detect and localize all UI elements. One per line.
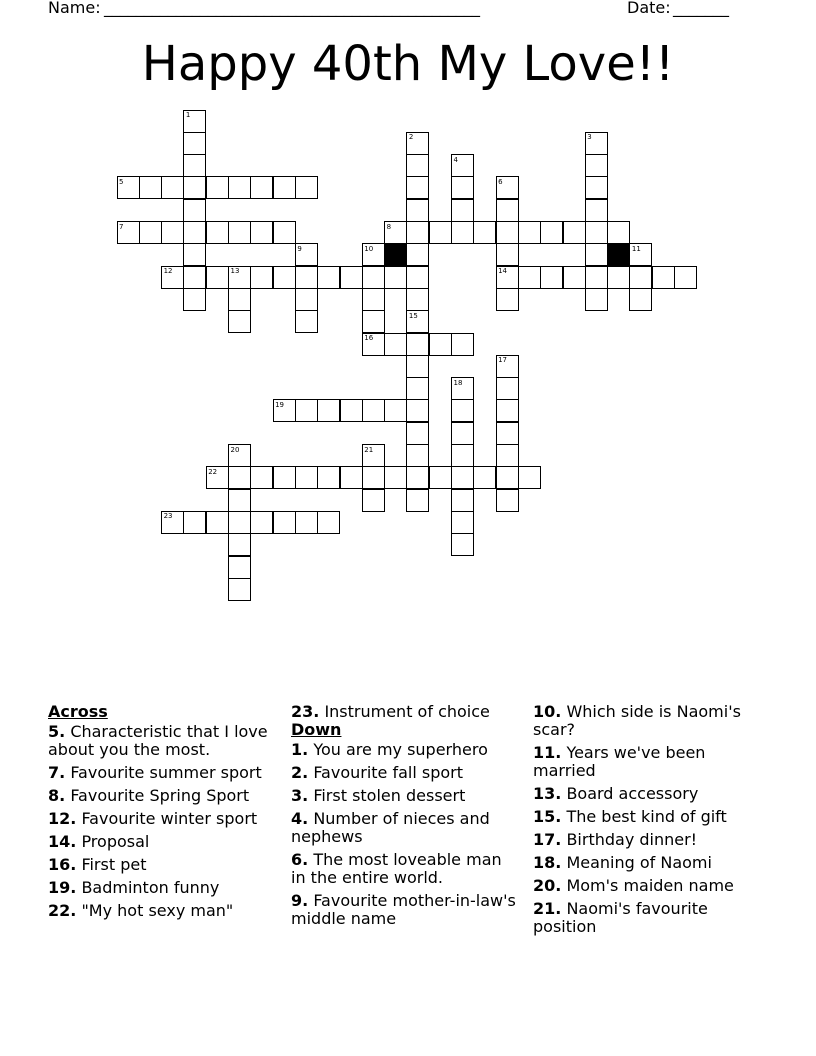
grid-cell[interactable] bbox=[362, 243, 385, 266]
grid-cell[interactable] bbox=[496, 422, 519, 445]
grid-cell[interactable] bbox=[652, 266, 675, 289]
grid-cell[interactable] bbox=[585, 176, 608, 199]
clue-across-19: 19. Badminton funny bbox=[48, 878, 220, 897]
clue-number: 10 bbox=[364, 244, 374, 253]
grid-cell[interactable] bbox=[295, 466, 318, 489]
grid-cell[interactable] bbox=[317, 266, 340, 289]
grid-cell[interactable] bbox=[250, 466, 273, 489]
grid-cell[interactable] bbox=[429, 221, 452, 244]
grid-cell[interactable] bbox=[496, 377, 519, 400]
grid-cell[interactable] bbox=[518, 266, 541, 289]
grid-cell[interactable] bbox=[451, 466, 474, 489]
grid-cell[interactable] bbox=[228, 444, 251, 467]
clue-down-9: 9. Favourite mother-in-law's middle name bbox=[291, 891, 516, 928]
grid-cell[interactable] bbox=[183, 110, 206, 133]
grid-cell[interactable] bbox=[206, 266, 229, 289]
grid-cell[interactable] bbox=[406, 333, 429, 356]
grid-cell[interactable] bbox=[273, 399, 296, 422]
clue-number: 7 bbox=[119, 222, 124, 231]
grid-cell[interactable] bbox=[451, 199, 474, 222]
clue-across-23: 23. Instrument of choice bbox=[291, 702, 490, 721]
grid-cell[interactable] bbox=[183, 221, 206, 244]
clue-number: 11 bbox=[631, 244, 641, 253]
grid-cell[interactable] bbox=[295, 176, 318, 199]
grid-cell[interactable] bbox=[406, 221, 429, 244]
grid-cell[interactable] bbox=[362, 489, 385, 512]
grid-cell[interactable] bbox=[406, 355, 429, 378]
clue-across-22: 22. "My hot sexy man" bbox=[48, 901, 234, 920]
grid-cell[interactable] bbox=[117, 176, 140, 199]
grid-cell[interactable] bbox=[161, 266, 184, 289]
clue-number: 5 bbox=[119, 177, 124, 186]
grid-cell[interactable] bbox=[496, 266, 519, 289]
grid-cell[interactable] bbox=[183, 266, 206, 289]
grid-cell[interactable] bbox=[295, 243, 318, 266]
grid-cell[interactable] bbox=[406, 176, 429, 199]
grid-cell[interactable] bbox=[406, 132, 429, 155]
grid-cell[interactable] bbox=[406, 243, 429, 266]
grid-cell[interactable] bbox=[607, 221, 630, 244]
clue-number: 22 bbox=[208, 467, 218, 476]
grid-cell[interactable] bbox=[228, 489, 251, 512]
grid-cell[interactable] bbox=[406, 444, 429, 467]
grid-cell-black bbox=[607, 243, 630, 266]
clue-across-5: 5. Characteristic that I love about you the most. bbox=[48, 722, 268, 759]
grid-cell[interactable] bbox=[273, 511, 296, 534]
grid-cell[interactable] bbox=[362, 333, 385, 356]
grid-cell[interactable] bbox=[139, 176, 162, 199]
grid-cell[interactable] bbox=[496, 466, 519, 489]
clue-down-1: 1. You are my superhero bbox=[291, 740, 488, 759]
grid-cell[interactable] bbox=[563, 266, 586, 289]
grid-cell[interactable] bbox=[451, 154, 474, 177]
clue-down-20: 20. Mom's maiden name bbox=[533, 876, 734, 895]
clues-column-3 bbox=[533, 703, 763, 941]
grid-cell[interactable] bbox=[228, 556, 251, 579]
grid-cell[interactable] bbox=[451, 221, 474, 244]
grid-cell[interactable] bbox=[295, 266, 318, 289]
clue-down-21: 21. Naomi's favourite position bbox=[533, 899, 708, 936]
grid-cell[interactable] bbox=[451, 489, 474, 512]
clue-down-4: 4. Number of nieces and nephews bbox=[291, 809, 490, 846]
grid-cell[interactable] bbox=[295, 511, 318, 534]
clue-number: 8 bbox=[386, 222, 392, 231]
grid-cell[interactable] bbox=[206, 221, 229, 244]
grid-cell[interactable] bbox=[250, 511, 273, 534]
clue-down-10: 10. Which side is Naomi's scar? bbox=[533, 702, 741, 739]
grid-cell[interactable] bbox=[496, 176, 519, 199]
clue-down-18: 18. Meaning of Naomi bbox=[533, 853, 712, 872]
grid-cell[interactable] bbox=[362, 399, 385, 422]
grid-cell[interactable] bbox=[183, 176, 206, 199]
grid-cell[interactable] bbox=[406, 399, 429, 422]
grid-cell[interactable] bbox=[362, 288, 385, 311]
grid-cell[interactable] bbox=[406, 266, 429, 289]
grid-cell[interactable] bbox=[451, 511, 474, 534]
grid-cell[interactable] bbox=[629, 266, 652, 289]
grid-cell[interactable] bbox=[406, 377, 429, 400]
clue-number: 3 bbox=[587, 133, 592, 142]
grid-cell[interactable] bbox=[629, 288, 652, 311]
clue-across-16: 16. First pet bbox=[48, 855, 147, 874]
grid-cell[interactable] bbox=[273, 266, 296, 289]
clue-across-8: 8. Favourite Spring Sport bbox=[48, 786, 250, 805]
grid-cell[interactable] bbox=[161, 221, 184, 244]
grid-cell[interactable] bbox=[496, 288, 519, 311]
grid-cell[interactable] bbox=[496, 489, 519, 512]
grid-cell[interactable] bbox=[295, 310, 318, 333]
grid-cell[interactable] bbox=[362, 466, 385, 489]
grid-cell[interactable] bbox=[362, 266, 385, 289]
clue-number: 15 bbox=[408, 311, 418, 320]
clue-number: 21 bbox=[364, 445, 374, 454]
puzzle-title: Happy 40th My Love!! bbox=[141, 36, 675, 92]
grid-cell[interactable] bbox=[585, 154, 608, 177]
grid-cell[interactable] bbox=[183, 132, 206, 155]
clue-down-3: 3. First stolen dessert bbox=[291, 786, 466, 805]
clue-down-11: 11. Years we've been married bbox=[533, 743, 706, 780]
grid-cell[interactable] bbox=[496, 221, 519, 244]
clue-down-2: 2. Favourite fall sport bbox=[291, 763, 464, 782]
clue-number: 20 bbox=[230, 445, 240, 454]
grid-cell[interactable] bbox=[362, 444, 385, 467]
grid-cell[interactable] bbox=[674, 266, 697, 289]
grid-cell[interactable] bbox=[585, 266, 608, 289]
grid-cell[interactable] bbox=[406, 199, 429, 222]
clue-number: 12 bbox=[163, 267, 173, 276]
grid-cell[interactable] bbox=[295, 399, 318, 422]
grid-cell[interactable] bbox=[340, 266, 363, 289]
grid-cell[interactable] bbox=[273, 176, 296, 199]
grid-cell[interactable] bbox=[273, 221, 296, 244]
name-field-line: _______________________________________________ bbox=[104, 0, 480, 17]
grid-cell[interactable] bbox=[496, 355, 519, 378]
grid-cell[interactable] bbox=[317, 466, 340, 489]
grid-cell[interactable] bbox=[451, 422, 474, 445]
across-heading: Across bbox=[48, 702, 108, 721]
grid-cell[interactable] bbox=[362, 310, 385, 333]
grid-cell[interactable] bbox=[563, 221, 586, 244]
clue-down-17: 17. Birthday dinner! bbox=[533, 830, 698, 849]
clue-number: 18 bbox=[453, 378, 463, 387]
grid-cell[interactable] bbox=[518, 221, 541, 244]
grid-cell[interactable] bbox=[406, 422, 429, 445]
clue-number: 16 bbox=[364, 334, 374, 342]
clue-down-13: 13. Board accessory bbox=[533, 784, 699, 803]
grid-cell[interactable] bbox=[250, 176, 273, 199]
grid-cell[interactable] bbox=[496, 199, 519, 222]
grid-cell[interactable] bbox=[206, 176, 229, 199]
grid-cell[interactable] bbox=[451, 444, 474, 467]
grid-cell[interactable] bbox=[540, 221, 563, 244]
grid-cell[interactable] bbox=[406, 466, 429, 489]
grid-cell[interactable] bbox=[228, 578, 251, 601]
grid-cell[interactable] bbox=[384, 221, 407, 244]
grid-cell[interactable] bbox=[473, 466, 496, 489]
date-field-line: _______ bbox=[673, 0, 729, 17]
clue-number: 17 bbox=[498, 356, 508, 365]
grid-cell[interactable] bbox=[585, 199, 608, 222]
clue-number: 9 bbox=[297, 244, 302, 253]
grid-cell[interactable] bbox=[473, 221, 496, 244]
clue-down-6: 6. The most loveable man in the entire world. bbox=[291, 850, 502, 887]
grid-cell[interactable] bbox=[340, 399, 363, 422]
grid-cell[interactable] bbox=[206, 511, 229, 534]
grid-cell[interactable] bbox=[228, 466, 251, 489]
grid-cell[interactable] bbox=[183, 288, 206, 311]
grid-cell[interactable] bbox=[273, 466, 296, 489]
grid-cell[interactable] bbox=[317, 511, 340, 534]
clue-number: 14 bbox=[498, 267, 508, 276]
grid-cell[interactable] bbox=[406, 489, 429, 512]
grid-cell[interactable] bbox=[384, 399, 407, 422]
grid-cell[interactable] bbox=[451, 377, 474, 400]
clues-column-2 bbox=[291, 703, 521, 933]
grid-cell[interactable] bbox=[228, 310, 251, 333]
grid-cell[interactable] bbox=[406, 310, 429, 333]
grid-cell[interactable] bbox=[451, 176, 474, 199]
clue-number: 13 bbox=[230, 267, 240, 276]
grid-cell[interactable] bbox=[629, 243, 652, 266]
grid-cell[interactable] bbox=[340, 466, 363, 489]
grid-cell[interactable] bbox=[451, 399, 474, 422]
grid-cell[interactable] bbox=[406, 288, 429, 311]
clue-number: 1 bbox=[185, 111, 191, 119]
clue-across-14: 14. Proposal bbox=[48, 832, 150, 851]
clue-number: 6 bbox=[498, 177, 503, 186]
grid-cell[interactable] bbox=[585, 132, 608, 155]
grid-cell[interactable] bbox=[161, 511, 184, 534]
clue-number: 2 bbox=[408, 133, 414, 142]
grid-cell[interactable] bbox=[496, 243, 519, 266]
date-label: Date: bbox=[627, 0, 671, 17]
grid-cell[interactable] bbox=[117, 221, 140, 244]
grid-cell[interactable] bbox=[607, 266, 630, 289]
down-heading: Down bbox=[291, 720, 342, 739]
clues-column-1 bbox=[48, 703, 278, 925]
grid-cell[interactable] bbox=[183, 154, 206, 177]
grid-cell-black bbox=[384, 243, 407, 266]
grid-cell[interactable] bbox=[139, 221, 162, 244]
grid-cell[interactable] bbox=[228, 221, 251, 244]
grid-cell[interactable] bbox=[228, 511, 251, 534]
grid-cell[interactable] bbox=[228, 266, 251, 289]
clue-number: 19 bbox=[275, 400, 285, 409]
grid-cell[interactable] bbox=[384, 333, 407, 356]
grid-cell[interactable] bbox=[496, 399, 519, 422]
grid-cell[interactable] bbox=[585, 243, 608, 266]
grid-cell[interactable] bbox=[183, 243, 206, 266]
grid-cell[interactable] bbox=[295, 288, 318, 311]
grid-cell[interactable] bbox=[250, 221, 273, 244]
grid-cell[interactable] bbox=[206, 466, 229, 489]
grid-cell[interactable] bbox=[585, 288, 608, 311]
grid-cell[interactable] bbox=[451, 333, 474, 356]
clue-down-15: 15. The best kind of gift bbox=[533, 807, 727, 826]
grid-cell[interactable] bbox=[540, 266, 563, 289]
grid-cell[interactable] bbox=[250, 266, 273, 289]
grid-cell[interactable] bbox=[228, 288, 251, 311]
name-label: Name: bbox=[48, 0, 101, 17]
grid-cell[interactable] bbox=[228, 176, 251, 199]
clue-across-7: 7. Favourite summer sport bbox=[48, 763, 262, 782]
grid-cell[interactable] bbox=[183, 199, 206, 222]
grid-cell[interactable] bbox=[406, 154, 429, 177]
grid-cell[interactable] bbox=[317, 399, 340, 422]
grid-cell[interactable] bbox=[183, 511, 206, 534]
clue-number: 23 bbox=[163, 512, 173, 521]
grid-cell[interactable] bbox=[384, 266, 407, 289]
grid-cell[interactable] bbox=[228, 533, 251, 556]
clue-across-12: 12. Favourite winter sport bbox=[48, 809, 258, 828]
grid-cell[interactable] bbox=[384, 466, 407, 489]
grid-cell[interactable] bbox=[429, 466, 452, 489]
grid-cell[interactable] bbox=[451, 533, 474, 556]
grid-cell[interactable] bbox=[429, 333, 452, 356]
grid-cell[interactable] bbox=[585, 221, 608, 244]
clue-number: 4 bbox=[453, 155, 458, 164]
grid-cell[interactable] bbox=[161, 176, 184, 199]
grid-cell[interactable] bbox=[518, 466, 541, 489]
grid-cell[interactable] bbox=[496, 444, 519, 467]
